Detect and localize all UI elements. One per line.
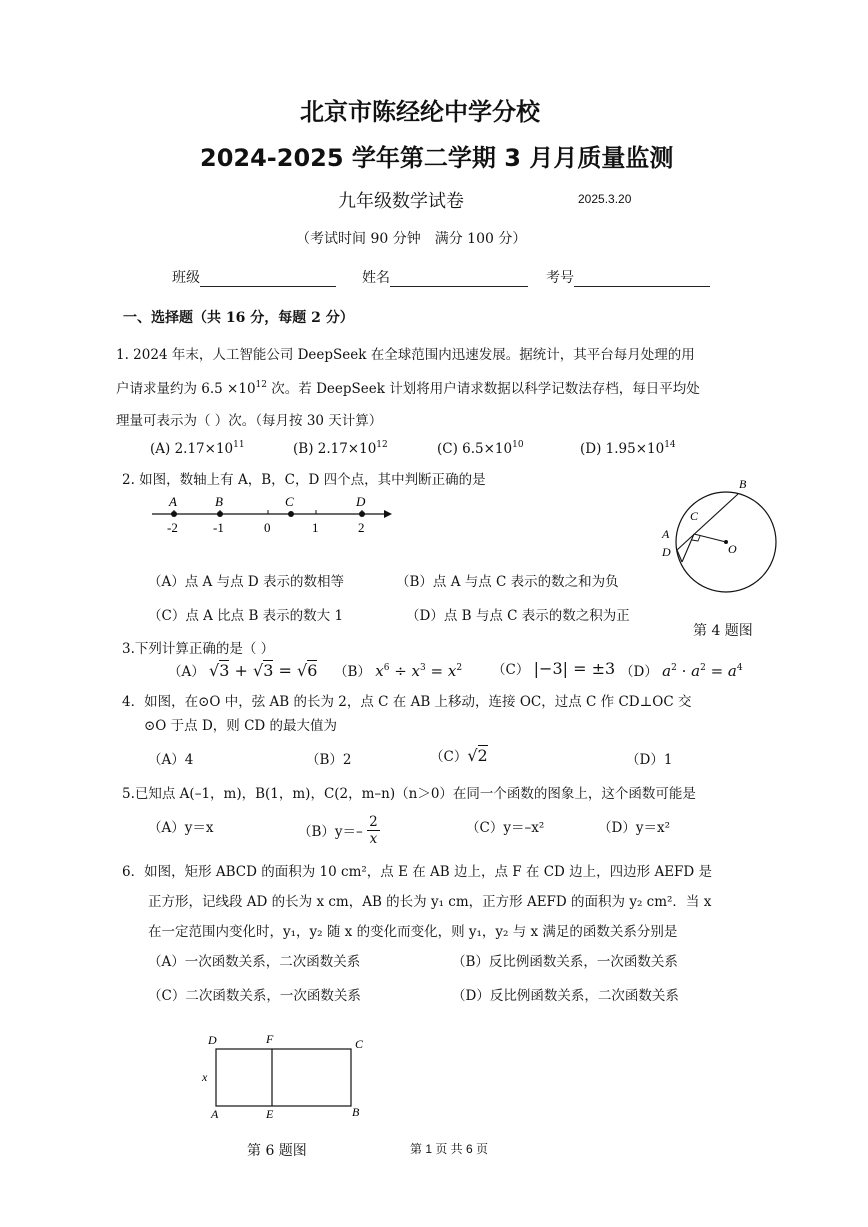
q1-option-b[interactable]: (B) $2.17\times 10^{12}$ [293, 440, 388, 457]
q5-option-a[interactable]: （A）y＝x [148, 820, 214, 836]
q3-option-a[interactable]: （A） √3 + √3 = √6 [168, 661, 318, 680]
circle-figure [654, 470, 784, 600]
q1-line2: 户请求量约为 $6.5 \times 10^{12}$ 次。若 DeepSeek 计划将用户请求数据以科学记数法存档，每日平均处 [116, 380, 700, 397]
q2-option-b[interactable]: （B）点 A 与点 C 表示的数之和为负 [396, 574, 619, 590]
q1-line1: 1. 2024 年末，人工智能公司 DeepSeek 在全球范围内迅速发展。据统计，其平台每月处理的用 [116, 347, 695, 363]
number-field[interactable] [546, 267, 710, 287]
exam-date: 2025.3.20 [578, 192, 632, 206]
label-a: A [211, 1107, 219, 1121]
subject-title: 九年级数学试卷 [338, 191, 464, 212]
q2-option-d[interactable]: （D）点 B 与点 C 表示的数之积为正 [406, 608, 630, 624]
q4-line2: ⊙O 于点 D，则 CD 的最大值为 [144, 718, 338, 734]
point-d-dot [359, 511, 365, 517]
label-b: B [352, 1105, 360, 1119]
label-x: x [202, 1070, 208, 1084]
q4-option-d[interactable]: （D）1 [626, 752, 673, 768]
point-a-label: A [169, 494, 177, 509]
q2-option-a[interactable]: （A）点 A 与点 D 表示的数相等 [148, 574, 344, 590]
q1-option-c[interactable]: (C) $6.5\times 10^{10}$ [437, 440, 524, 457]
fig4-caption: 第 4 题图 [693, 623, 753, 639]
label-o: O [728, 542, 737, 556]
q3-option-d[interactable]: （D） $a^2 \cdot a^2 = a^4$ [620, 662, 743, 680]
q5-option-d[interactable]: （D）y＝x² [598, 820, 670, 836]
label-b: B [739, 477, 747, 491]
q6-option-b[interactable]: （B）反比例函数关系，一次函数关系 [452, 954, 678, 970]
name-label: 姓名 [362, 270, 390, 286]
fig6-caption: 第 6 题图 [247, 1143, 307, 1159]
rectangle-figure [198, 1030, 378, 1124]
point-a-dot [171, 511, 177, 517]
tick-label: -2 [167, 520, 178, 535]
q3-option-c[interactable]: （C） |−3| = ±3 [492, 659, 616, 678]
q4-option-b[interactable]: （B）2 [306, 752, 352, 768]
q1-option-d[interactable]: (D) $1.95\times 10^{14}$ [580, 440, 676, 457]
q6-line3: 在一定范围内变化时，y₁，y₂ 随 x 的变化而变化，则 y₁，y₂ 与 x 满足的函数关系分别是 [148, 924, 678, 940]
section-title: 一、选择题（共 16 分，每题 2 分） [123, 310, 354, 326]
tick-label: 1 [312, 520, 319, 535]
label-e: E [266, 1107, 274, 1121]
tick-label: -1 [213, 520, 224, 535]
segment-cd [682, 534, 694, 562]
q2-option-c[interactable]: （C）点 A 比点 B 表示的数大 1 [148, 608, 344, 624]
q3-option-b[interactable]: （B） $x^6 \div x^3 = x^2$ [334, 662, 463, 680]
point-b-dot [217, 511, 223, 517]
q2-stem: 2. 如图，数轴上有 A，B，C，D 四个点，其中判断正确的是 [122, 472, 486, 488]
label-f: F [266, 1032, 274, 1046]
name-blank[interactable] [390, 272, 528, 287]
q3-stem: 3.下列计算正确的是（ ） [122, 641, 275, 657]
label-d: D [662, 545, 671, 559]
class-label: 班级 [172, 270, 200, 286]
class-field[interactable] [172, 267, 336, 287]
q6-option-c[interactable]: （C）二次函数关系，一次函数关系 [148, 988, 361, 1004]
point-c-dot [288, 511, 294, 517]
q5-option-b[interactable]: （B）y＝– $\frac{2}{x}$ [298, 814, 378, 847]
q6-line2: 正方形，记线段 AD 的长为 x cm，AB 的长为 y₁ cm，正方形 AEFD 的面积为 y₂ cm²．当 x [148, 894, 712, 910]
name-field[interactable] [362, 267, 528, 287]
q1-option-a[interactable]: (A) $2.17\times 10^{11}$ [150, 440, 245, 457]
number-line-figure [148, 490, 393, 538]
q1-line3: 理量可表示为（ ）次。（每月按 30 天计算） [116, 413, 383, 429]
class-blank[interactable] [200, 272, 336, 287]
school-name: 北京市陈经纶中学分校 [300, 98, 540, 126]
q6-option-a[interactable]: （A）一次函数关系，二次函数关系 [148, 954, 361, 970]
exam-info: （考试时间 90 分钟 满分 100 分） [296, 231, 527, 247]
q4-option-a[interactable]: （A）4 [148, 752, 194, 768]
exam-title: 2024-2025 学年第二学期 3 月月质量监测 [200, 144, 674, 172]
label-c: C [690, 509, 699, 523]
tick-label: 0 [264, 520, 271, 535]
q6-option-d[interactable]: （D）反比例函数关系，二次函数关系 [452, 988, 679, 1004]
label-c: C [355, 1037, 364, 1051]
page-footer: 第 1 页 共 6 页 [410, 1142, 489, 1156]
label-a: A [662, 527, 670, 541]
rectangle-abcd [216, 1049, 351, 1106]
point-c-label: C [285, 494, 294, 509]
q4-line1: 4．如图，在⊙O 中，弦 AB 的长为 2，点 C 在 AB 上移动，连接 OC，过点 C 作 CD⊥OC 交 [122, 694, 692, 710]
point-b-label: B [215, 494, 223, 509]
q4-option-c[interactable]: （C）√2 [430, 746, 488, 765]
q6-line1: 6．如图，矩形 ABCD 的面积为 10 cm²，点 E 在 AB 边上，点 F 在 CD 边上，四边形 AEFD 是 [122, 864, 713, 880]
label-d: D [208, 1033, 217, 1047]
number-label: 考号 [546, 270, 574, 286]
point-d-label: D [356, 494, 366, 509]
q5-line1: 5.已知点 A(–1，m)，B(1，m)，C(2，m–n)（n＞0）在同一个函数的图象上，这个函数可能是 [122, 786, 696, 802]
number-blank[interactable] [574, 272, 710, 287]
tick-label: 2 [358, 520, 365, 535]
q5-option-c[interactable]: （C）y＝–x² [466, 820, 545, 836]
